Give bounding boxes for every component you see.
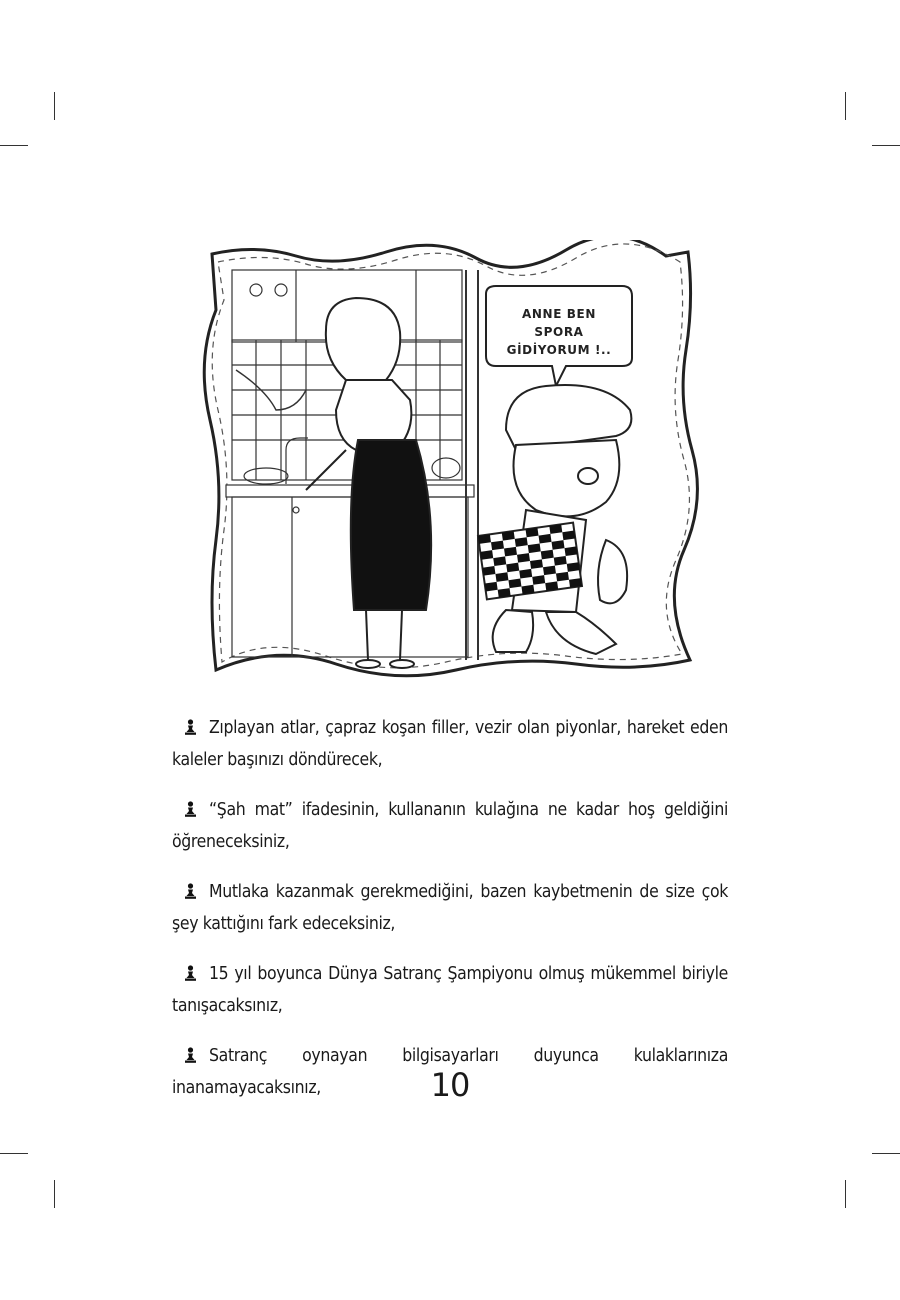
bullet-text-2: “Şah mat” ifadesinin, kullananın kulağına ne kadar hoş geldiğini öğreneceksiniz, [172, 800, 728, 852]
crop-mark-top-right [845, 92, 846, 120]
speech-bubble-line-1: ANNE BEN [522, 307, 596, 321]
bullet-paragraph-4 [172, 958, 728, 1022]
pawn-icon [184, 801, 197, 817]
pawn-icon [184, 719, 197, 735]
bullet-paragraph-1 [172, 712, 728, 776]
speech-bubble-line-3: GİDİYORUM !.. [506, 343, 612, 357]
crop-mark-top-left [54, 92, 55, 120]
bullet-list [172, 712, 728, 1122]
pawn-icon [184, 883, 197, 899]
bullet-text-4: 15 yıl boyunca Dünya Satranç Şampiyonu olmuş mükemmel biriyle tanışacaksınız, [172, 964, 728, 1016]
cartoon-illustration [196, 240, 701, 688]
speech-bubble-line-2: SPORA [534, 325, 584, 339]
bullet-text-1: Zıplayan atlar, çapraz koşan filler, vezir olan piyonlar, hareket eden kaleler başınızı döndürecek, [172, 718, 728, 770]
pawn-icon [184, 1047, 197, 1063]
crop-mark-bottom-left [54, 1180, 55, 1208]
bullet-paragraph-2 [172, 794, 728, 858]
page-number: 10 [430, 1066, 470, 1104]
pawn-icon [184, 965, 197, 981]
crop-mark-top-left-h [0, 145, 28, 146]
bullet-text-3: Mutlaka kazanmak gerekmediğini, bazen kaybetmenin de size çok şey kattığını fark edeceksiniz, [172, 882, 728, 934]
bullet-text-5: Satranç oynayan bilgisayarları duyunca kulaklarınıza inanamayacaksınız, [172, 1046, 728, 1098]
crop-mark-bottom-right [845, 1180, 846, 1208]
crop-mark-bottom-right-h [872, 1153, 900, 1154]
crop-mark-bottom-left-h [0, 1153, 28, 1154]
bullet-paragraph-3 [172, 876, 728, 940]
crop-mark-top-right-h [872, 145, 900, 146]
